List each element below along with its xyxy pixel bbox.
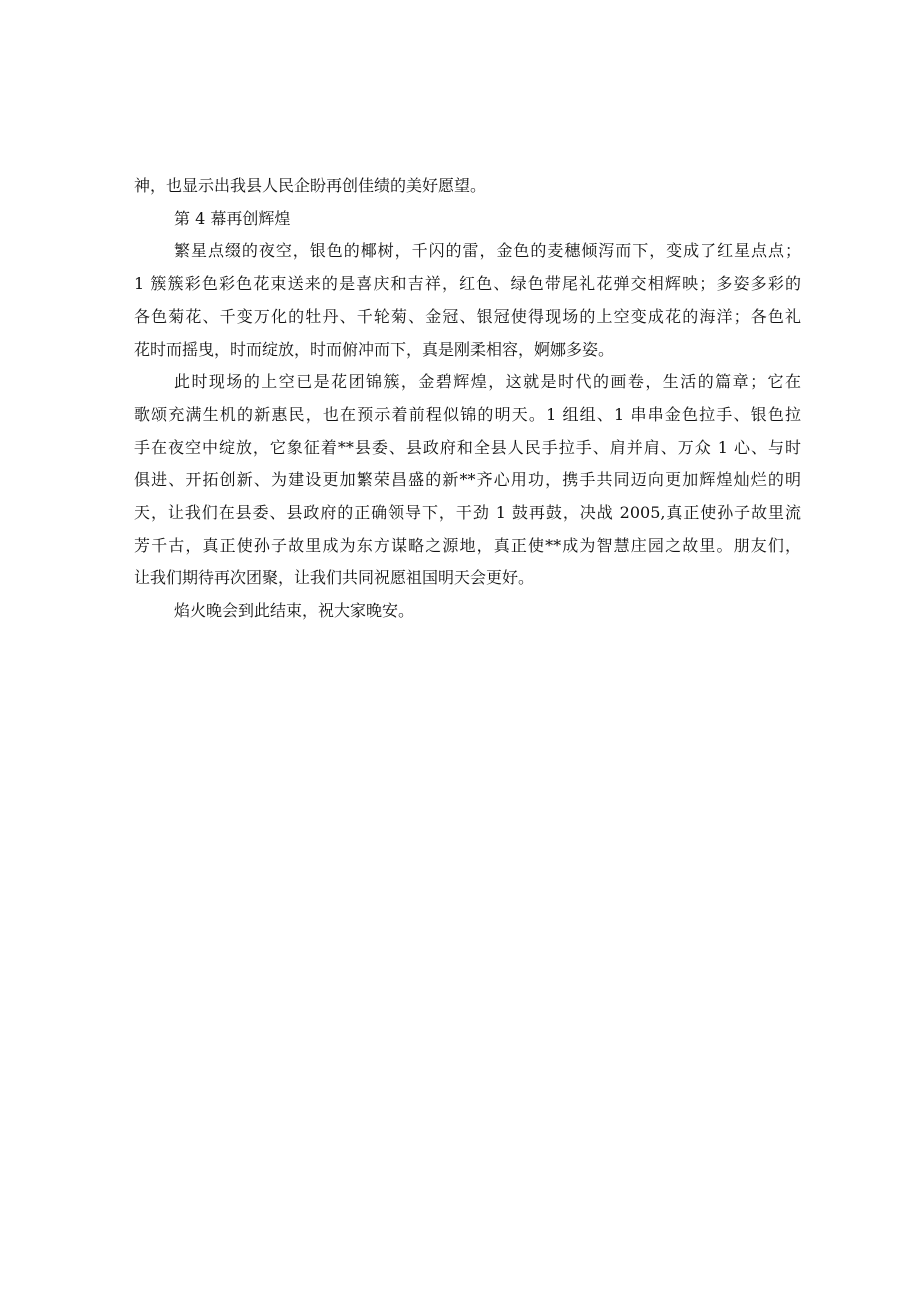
text-line: 天，让我们在县委、县政府的正确领导下，干劲 1 鼓再鼓，决战 2005,真正使孙子故里流	[134, 503, 801, 523]
paragraph-closing-fragment	[134, 170, 801, 203]
text-line: 繁星点缀的夜空，银色的椰树，千闪的雷，金色的麦穗倾泻而下，变成了红星点点；	[174, 241, 801, 261]
text-line: 各色菊花、千变万化的牡丹、千轮菊、金冠、银冠使得现场的上空变成花的海洋；各色礼	[134, 306, 801, 326]
section-heading-text: 第 4 幕再创辉煌	[174, 208, 291, 228]
text-line: 神，也显示出我县人民企盼再创佳绩的美好愿望。	[134, 176, 487, 195]
text-line: 焰火晚会到此结束，祝大家晚安。	[174, 601, 415, 621]
paragraph-future	[134, 366, 801, 595]
document-body	[134, 170, 801, 628]
text-line: 歌颂充满生机的新惠民，也在预示着前程似锦的明天。1 组组、1 串串金色拉手、银色拉	[134, 404, 801, 424]
text-line: 俱进、开拓创新、为建设更加繁荣昌盛的新**齐心用功，携手共同迈向更加辉煌灿烂的明	[134, 470, 801, 490]
text-line: 芳千古，真正使孙子故里成为东方谋略之源地，真正使**成为智慧庄园之故里。朋友们，	[134, 535, 801, 555]
text-line: 让我们期待再次团聚，让我们共同祝愿祖国明天会更好。	[134, 568, 535, 588]
text-line: 1 簇簇彩色彩色花束送来的是喜庆和吉祥，红色、绿色带尾礼花弹交相辉映；多姿多彩的	[134, 274, 801, 294]
text-line: 此时现场的上空已是花团锦簇，金碧辉煌，这就是时代的画卷，生活的篇章；它在	[174, 372, 801, 392]
text-line: 手在夜空中绽放，它象征着**县委、县政府和全县人民手拉手、肩并肩、万众 1 心、与时	[134, 437, 801, 457]
section-heading	[134, 203, 801, 236]
paragraph-fireworks	[134, 235, 801, 366]
text-line: 花时而摇曳，时而绽放，时而俯冲而下，真是刚柔相容，婀娜多姿。	[134, 339, 615, 359]
paragraph-closing	[134, 595, 801, 628]
